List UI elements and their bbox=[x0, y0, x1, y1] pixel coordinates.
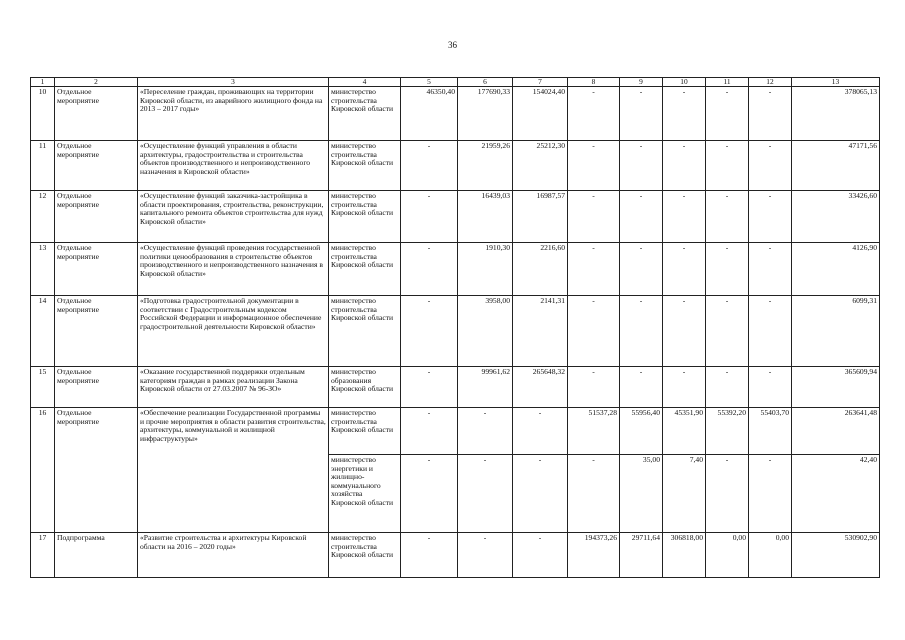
value-cell: - bbox=[401, 533, 458, 578]
row-number: 16 bbox=[31, 408, 55, 533]
value-cell: - bbox=[401, 408, 458, 455]
event-type: Отдельное мероприятие bbox=[55, 87, 138, 141]
event-name: «Переселение граждан, проживающих на территории Кировской области, из аварийного жилищного фонда на 2013 – 2017 годы» bbox=[138, 87, 329, 141]
value-cell: 0,00 bbox=[749, 533, 792, 578]
value-cell: - bbox=[706, 243, 749, 296]
row-number: 10 bbox=[31, 87, 55, 141]
value-cell: 2141,31 bbox=[513, 296, 568, 367]
total-cell: 365609,94 bbox=[792, 367, 880, 408]
value-cell: - bbox=[401, 141, 458, 191]
total-cell: 42,40 bbox=[792, 455, 880, 533]
total-cell: 4126,90 bbox=[792, 243, 880, 296]
value-cell: - bbox=[749, 455, 792, 533]
col-header: 7 bbox=[513, 78, 568, 87]
table-row bbox=[31, 191, 880, 243]
value-cell: - bbox=[706, 455, 749, 533]
event-type: Подпрограмма bbox=[55, 533, 138, 578]
row-number: 11 bbox=[31, 141, 55, 191]
value-cell: 2216,60 bbox=[513, 243, 568, 296]
value-cell: 21959,26 bbox=[458, 141, 513, 191]
value-cell: 154024,40 bbox=[513, 87, 568, 141]
value-cell: 7,40 bbox=[663, 455, 706, 533]
row-number: 14 bbox=[31, 296, 55, 367]
event-name: «Осуществление функций проведения государственной политики ценообразования в строительстве объектов производственного и непроизводственного назначения в Кировской области» bbox=[138, 243, 329, 296]
value-cell: - bbox=[568, 141, 620, 191]
event-name: «Обеспечение реализации Государственной программы и прочие мероприятия в области развития строительства, архитектуры, коммунальной и жилищной инфраструктуры» bbox=[138, 408, 329, 533]
value-cell: - bbox=[706, 191, 749, 243]
col-header: 3 bbox=[138, 78, 329, 87]
value-cell: - bbox=[706, 367, 749, 408]
value-cell: 35,00 bbox=[620, 455, 663, 533]
col-header: 5 bbox=[401, 78, 458, 87]
value-cell: - bbox=[663, 243, 706, 296]
header-row bbox=[31, 78, 880, 87]
row-number: 13 bbox=[31, 243, 55, 296]
responsible-org: министерство строительства Кировской области bbox=[329, 243, 401, 296]
table-body bbox=[31, 87, 880, 578]
responsible-org: министерство образования Кировской области bbox=[329, 367, 401, 408]
value-cell: 45351,90 bbox=[663, 408, 706, 455]
event-name: «Подготовка градостроительной документации в соответствии с Градостроительным кодексом Российской Федерации и информационное обеспечение градостроительной деятельности Кировской области» bbox=[138, 296, 329, 367]
value-cell: - bbox=[749, 243, 792, 296]
value-cell: 51537,28 bbox=[568, 408, 620, 455]
value-cell: - bbox=[663, 367, 706, 408]
value-cell: - bbox=[749, 296, 792, 367]
value-cell: 55403,70 bbox=[749, 408, 792, 455]
value-cell: - bbox=[706, 87, 749, 141]
value-cell: - bbox=[749, 87, 792, 141]
value-cell: - bbox=[568, 455, 620, 533]
responsible-org: министерство строительства Кировской области bbox=[329, 191, 401, 243]
value-cell: - bbox=[568, 243, 620, 296]
total-cell: 263641,48 bbox=[792, 408, 880, 455]
value-cell: 25212,30 bbox=[513, 141, 568, 191]
total-cell: 530902,90 bbox=[792, 533, 880, 578]
responsible-org: министерство строительства Кировской области bbox=[329, 533, 401, 578]
col-header: 1 bbox=[31, 78, 55, 87]
col-header: 10 bbox=[663, 78, 706, 87]
value-cell: - bbox=[749, 367, 792, 408]
value-cell: - bbox=[620, 141, 663, 191]
value-cell: - bbox=[620, 243, 663, 296]
table-row bbox=[31, 408, 880, 455]
value-cell: - bbox=[513, 408, 568, 455]
value-cell: - bbox=[620, 87, 663, 141]
value-cell: - bbox=[706, 141, 749, 191]
total-cell: 6099,31 bbox=[792, 296, 880, 367]
event-type: Отдельное мероприятие bbox=[55, 141, 138, 191]
row-number: 15 bbox=[31, 367, 55, 408]
value-cell: 16987,57 bbox=[513, 191, 568, 243]
row-number: 17 bbox=[31, 533, 55, 578]
col-header: 4 bbox=[329, 78, 401, 87]
col-header: 13 bbox=[792, 78, 880, 87]
page-number: 36 bbox=[448, 40, 457, 50]
value-cell: - bbox=[568, 191, 620, 243]
value-cell: - bbox=[749, 141, 792, 191]
col-header: 6 bbox=[458, 78, 513, 87]
event-name: «Развитие строительства и архитектуры Кировской области на 2016 – 2020 годы» bbox=[138, 533, 329, 578]
responsible-org: министерство строительства Кировской области bbox=[329, 87, 401, 141]
value-cell: - bbox=[458, 408, 513, 455]
value-cell: - bbox=[663, 87, 706, 141]
event-type: Отдельное мероприятие bbox=[55, 191, 138, 243]
value-cell: - bbox=[663, 296, 706, 367]
value-cell: 55956,40 bbox=[620, 408, 663, 455]
responsible-org: министерство энергетики и жилищно-коммунального хозяйства Кировской области bbox=[329, 455, 401, 533]
event-type: Отдельное мероприятие bbox=[55, 408, 138, 533]
value-cell: - bbox=[401, 243, 458, 296]
col-header: 8 bbox=[568, 78, 620, 87]
col-header: 2 bbox=[55, 78, 138, 87]
value-cell: - bbox=[706, 296, 749, 367]
value-cell: - bbox=[568, 296, 620, 367]
event-name: «Осуществление функций управления в области архитектуры, градостроительства и строительства объектов производственного и непроизводственного назначения в Кировской области» bbox=[138, 141, 329, 191]
value-cell: - bbox=[401, 455, 458, 533]
value-cell: 194373,26 bbox=[568, 533, 620, 578]
value-cell: 0,00 bbox=[706, 533, 749, 578]
value-cell: - bbox=[401, 367, 458, 408]
col-header: 9 bbox=[620, 78, 663, 87]
value-cell: - bbox=[401, 191, 458, 243]
value-cell: 1910,30 bbox=[458, 243, 513, 296]
table-row bbox=[31, 367, 880, 408]
table-row bbox=[31, 141, 880, 191]
value-cell: 99961,62 bbox=[458, 367, 513, 408]
responsible-org: министерство строительства Кировской области bbox=[329, 141, 401, 191]
value-cell: - bbox=[749, 191, 792, 243]
value-cell: 265648,32 bbox=[513, 367, 568, 408]
program-table bbox=[30, 77, 880, 578]
value-cell: 177690,33 bbox=[458, 87, 513, 141]
value-cell: - bbox=[568, 367, 620, 408]
value-cell: - bbox=[458, 533, 513, 578]
total-cell: 378065,13 bbox=[792, 87, 880, 141]
total-cell: 33426,60 bbox=[792, 191, 880, 243]
responsible-org: министерство строительства Кировской области bbox=[329, 408, 401, 455]
col-header: 11 bbox=[706, 78, 749, 87]
value-cell: - bbox=[620, 367, 663, 408]
table-row bbox=[31, 296, 880, 367]
table-row bbox=[31, 87, 880, 141]
table-row bbox=[31, 533, 880, 578]
value-cell: - bbox=[620, 296, 663, 367]
row-number: 12 bbox=[31, 191, 55, 243]
value-cell: 29711,64 bbox=[620, 533, 663, 578]
value-cell: - bbox=[663, 191, 706, 243]
value-cell: - bbox=[513, 455, 568, 533]
value-cell: - bbox=[401, 296, 458, 367]
value-cell: 306818,00 bbox=[663, 533, 706, 578]
value-cell: - bbox=[620, 191, 663, 243]
responsible-org: министерство строительства Кировской области bbox=[329, 296, 401, 367]
event-type: Отдельное мероприятие bbox=[55, 296, 138, 367]
col-header: 12 bbox=[749, 78, 792, 87]
event-name: «Оказание государственной поддержки отдельным категориям граждан в рамках реализации Закона Кировской области от 27.03.2007 № 96-ЗО» bbox=[138, 367, 329, 408]
value-cell: 46350,40 bbox=[401, 87, 458, 141]
value-cell: - bbox=[458, 455, 513, 533]
table-row bbox=[31, 243, 880, 296]
value-cell: 55392,20 bbox=[706, 408, 749, 455]
event-type: Отдельное мероприятие bbox=[55, 367, 138, 408]
value-cell: - bbox=[663, 141, 706, 191]
value-cell: - bbox=[513, 533, 568, 578]
total-cell: 47171,56 bbox=[792, 141, 880, 191]
value-cell: 3958,00 bbox=[458, 296, 513, 367]
value-cell: 16439,03 bbox=[458, 191, 513, 243]
event-type: Отдельное мероприятие bbox=[55, 243, 138, 296]
event-name: «Осуществление функций заказчика-застройщика в области проектирования, строительства, реконструкции, капитального ремонта объектов строительства для нужд Кировской области» bbox=[138, 191, 329, 243]
value-cell: - bbox=[568, 87, 620, 141]
